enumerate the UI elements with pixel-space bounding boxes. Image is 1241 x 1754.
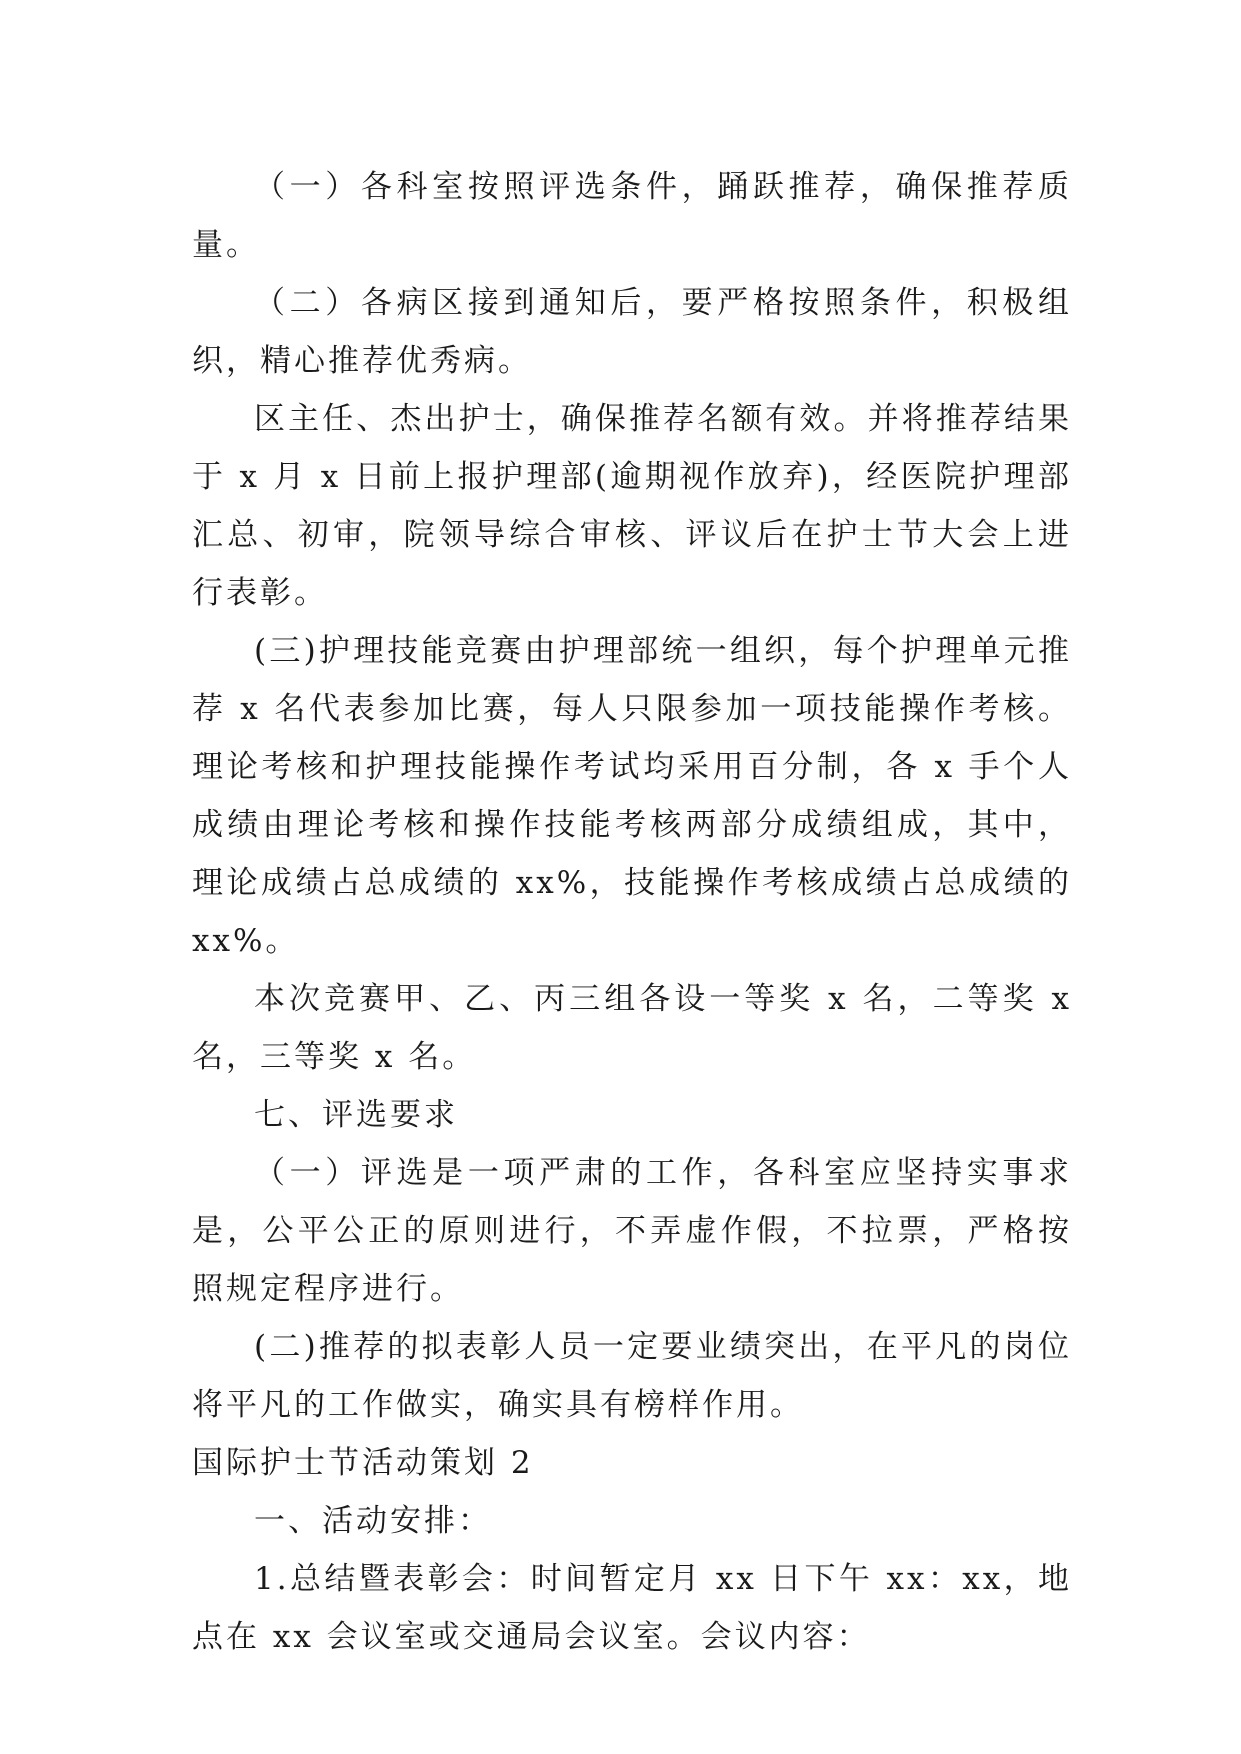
paragraph-recommend-quality: （一）各科室按照评选条件，踊跃推荐，确保推荐质量。: [192, 169, 1072, 263]
paragraph-selection-principles: （一）评选是一项严肃的工作，各科室应坚持实事求是，公平公正的原则进行，不弄虚作假，不拉票，严格按照规定程序进行。: [192, 1155, 1072, 1307]
document-subtitle: 国际护士节活动策划 2: [192, 1445, 534, 1481]
section-heading-requirements: 七、评选要求: [254, 1097, 458, 1133]
paragraph-submission-deadline: 区主任、杰出护士，确保推荐名额有效。并将推荐结果于 x 月 x 日前上报护理部(逾期视作放弃)，经医院护理部汇总、初审，院领导综合审核、评议后在护士节大会上进行表彰。: [192, 401, 1072, 611]
section-heading-arrangement: 一、活动安排：: [254, 1503, 492, 1539]
paragraph-role-models: (二)推荐的拟表彰人员一定要业绩突出，在平凡的岗位将平凡的工作做实，确实具有榜样作用。: [192, 1329, 1072, 1423]
paragraph-awards: 本次竞赛甲、乙、丙三组各设一等奖 x 名，二等奖 x 名，三等奖 x 名。: [192, 981, 1072, 1075]
paragraph-commendation-meeting: 1.总结暨表彰会：时间暂定月 xx 日下午 xx：xx，地点在 xx 会议室或交通局会议室。会议内容：: [192, 1561, 1072, 1655]
paragraph-ward-notice: （二）各病区接到通知后，要严格按照条件，积极组织，精心推荐优秀病。: [192, 285, 1072, 379]
document-body: [192, 158, 1072, 1666]
paragraph-skills-competition: (三)护理技能竞赛由护理部统一组织，每个护理单元推荐 x 名代表参加比赛，每人只限参加一项技能操作考核。理论考核和护理技能操作考试均采用百分制，各 x 手个人成绩由理论考核和操作技能考核两部分成绩组成，其中，理论成绩占总成绩的 xx%，技能操作考核成绩占总成绩的 xx%。: [192, 633, 1072, 959]
